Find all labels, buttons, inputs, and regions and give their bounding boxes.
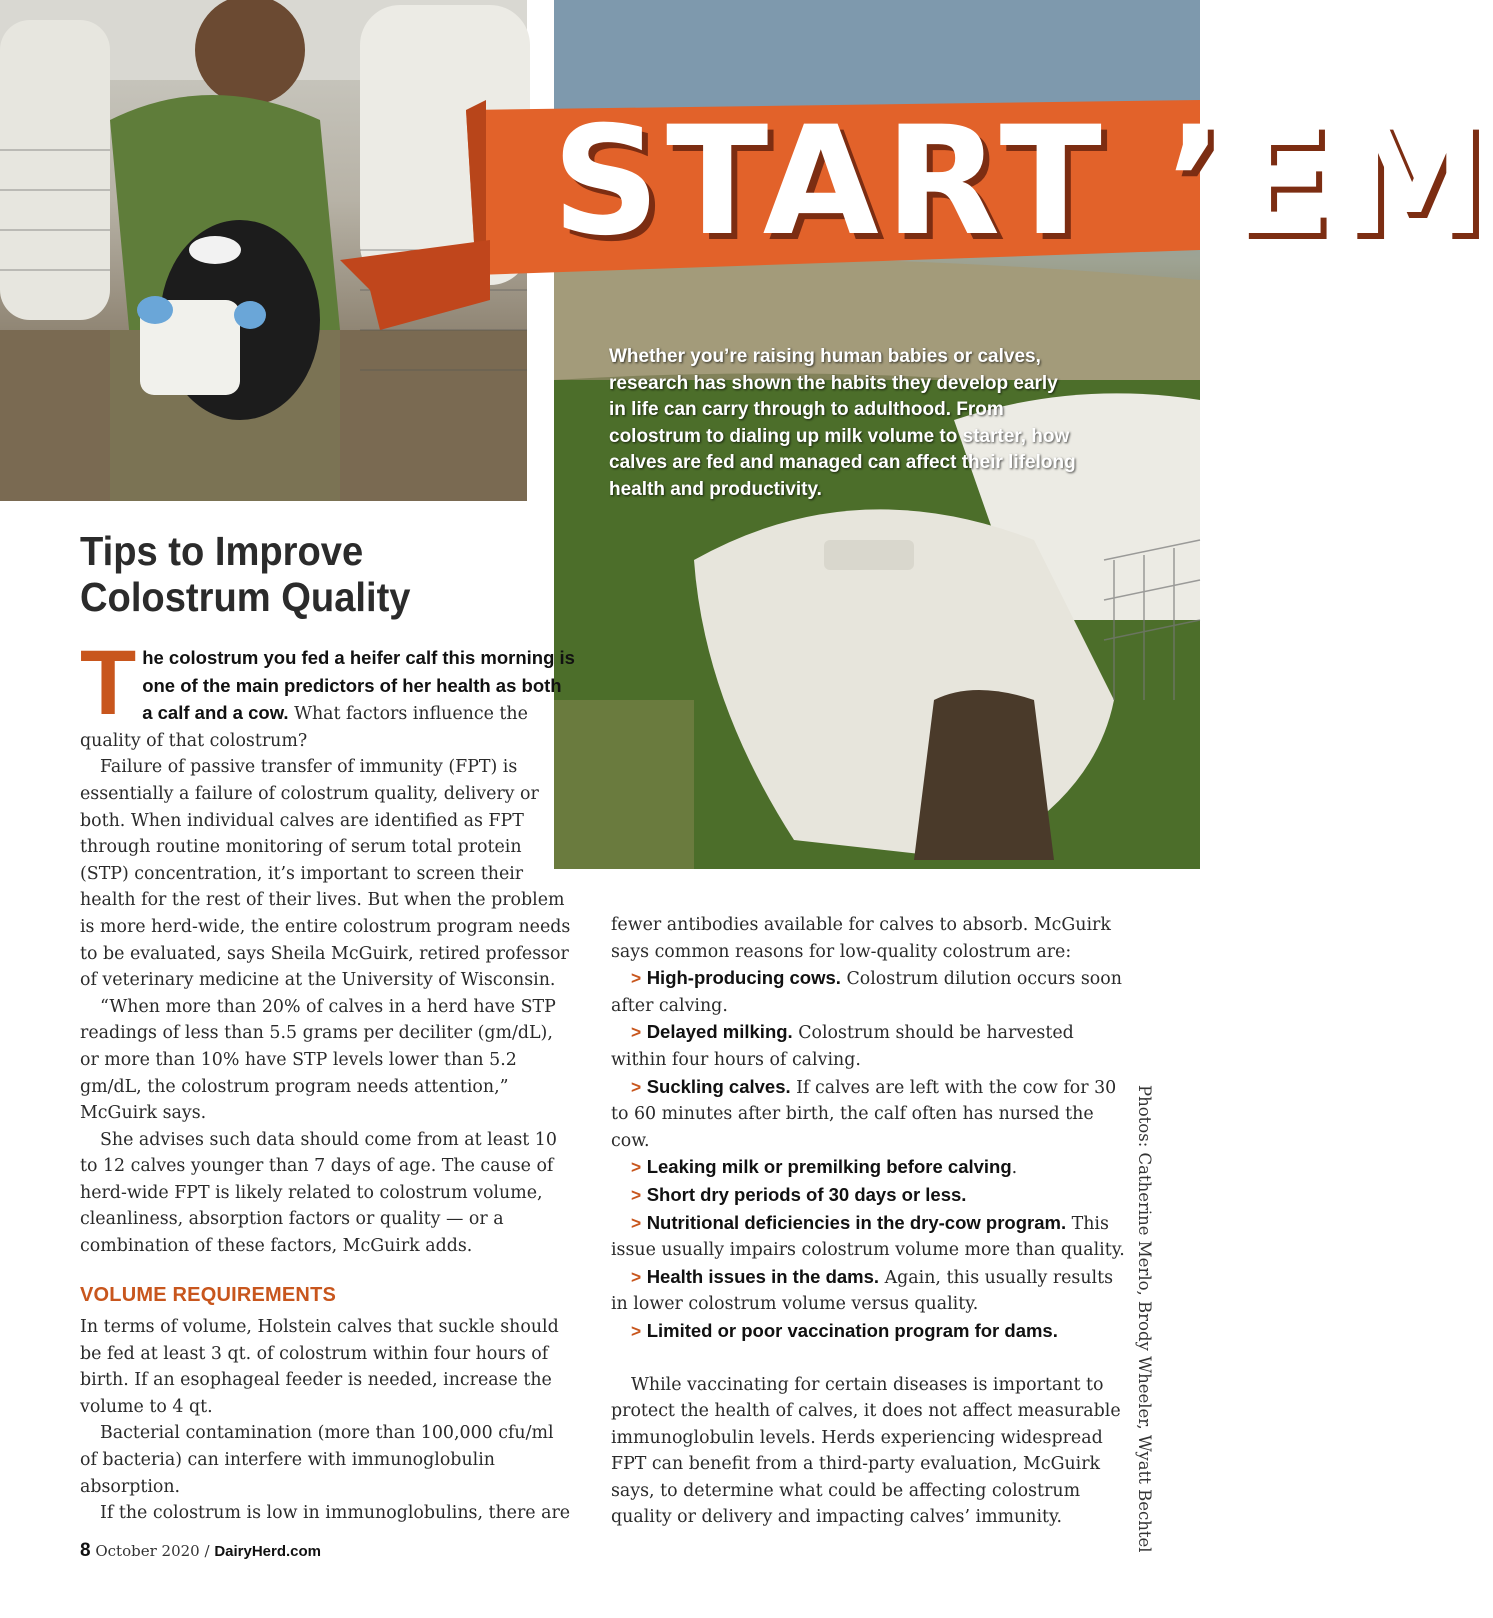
- article-column-left-volume: [80, 1314, 575, 1527]
- bullet-label: Leaking milk or premilking before calving: [646, 1156, 1012, 1178]
- list-item: [611, 965, 1131, 1019]
- article-lead-bold: he colostrum you fed a heifer calf this morning is one of the main predictors of her health as both a calf and a cow.: [142, 647, 575, 724]
- article-lead-rest: What factors influence the quality of that colostrum?: [80, 704, 528, 751]
- list-item: [611, 1182, 1131, 1210]
- bullet-arrow-icon: >: [631, 1266, 642, 1287]
- bullet-text: .: [1011, 1158, 1018, 1179]
- bullet-label: High-producing cows.: [646, 967, 841, 989]
- bullet-text: Again, this usually results in lower colostrum volume versus quality.: [611, 1267, 1114, 1315]
- intro-text: Whether you’re raising human babies or calves, research has shown the habits they develop early in life can carry through to adulthood. From colostrum to dialing up milk volume to starter, how calves are fed and managed can affect their lifelong health and productivity.: [609, 346, 1076, 500]
- bullet-arrow-icon: >: [631, 1157, 642, 1178]
- banner-ribbon-tail: [340, 240, 490, 330]
- bullet-arrow-icon: >: [631, 1022, 642, 1043]
- article-paragraph: Bacterial contamination (more than 100,000 cfu/ml of bacteria) can interfere with immunoglobulin absorption.: [80, 1423, 554, 1497]
- bullet-arrow-icon: >: [631, 1212, 642, 1233]
- bullet-text: If calves are left with the cow for 30 to 60 minutes after birth, the calf often has nursed the cow.: [611, 1077, 1117, 1151]
- section-heading: VOLUME REQUIREMENTS: [80, 1284, 337, 1306]
- spacer: [611, 1346, 1131, 1372]
- drop-cap: T: [80, 632, 137, 734]
- article-paragraph: If the colostrum is low in immunoglobulins, there are: [100, 1503, 571, 1524]
- bullet-arrow-icon: >: [631, 1184, 642, 1205]
- article-paragraph: “When more than 20% of calves in a herd have STP readings of less than 5.5 grams per deciliter (gm/dL), or more than 10% have STP levels lower than 5.2 gm/dL, the colostrum program needs attention,” McGuirk says.: [80, 996, 556, 1124]
- article-paragraph: In terms of volume, Holstein calves that suckle should be fed at least 3 qt. of colostrum within four hours of birth. If an esophageal feeder is needed, increase the volume to 4 qt.: [80, 1317, 559, 1417]
- site-link[interactable]: DairyHerd.com: [214, 1543, 322, 1560]
- photo-credit: Photos: Catherine Merlo, Brody Wheeler, Wyatt Bechtel: [1135, 1085, 1154, 1553]
- bullet-arrow-icon: >: [631, 968, 642, 989]
- list-item: [611, 1074, 1131, 1155]
- bullet-label: Delayed milking.: [646, 1021, 793, 1043]
- list-item: [611, 1318, 1131, 1346]
- article-column-right: [611, 912, 1131, 1531]
- bullet-label: Limited or poor vaccination program for dams.: [646, 1319, 1058, 1341]
- list-item: [611, 1264, 1131, 1318]
- bullet-label: Nutritional deficiencies in the dry-cow program.: [646, 1211, 1067, 1233]
- list-item: [611, 1154, 1131, 1182]
- bullet-arrow-icon: >: [631, 1320, 642, 1341]
- page-number: 8: [80, 1540, 91, 1561]
- article-paragraph: While vaccinating for certain diseases is important to protect the health of calves, it does not affect measurable immunoglobulin levels. Herds experiencing widespread FPT can benefit from a third-party evaluation, McGuirk says, to determine what could be affecting colostrum quality or delivery and impacting calves’ immunity.: [611, 1374, 1121, 1528]
- bullet-text: This issue usually impairs colostrum volume more than quality.: [611, 1213, 1125, 1261]
- bullet-label: Suckling calves.: [646, 1075, 791, 1097]
- bullet-text: Colostrum should be harvested within four hours of calving.: [611, 1023, 1074, 1070]
- article-headline: Tips to Improve Colostrum Quality: [80, 528, 411, 620]
- article-paragraph: Failure of passive transfer of immunity (FPT) is essentially a failure of colostrum quality, delivery or both. When individual calves are identified as FPT through routine monitoring of serum total protein (STP) concentration, it’s important to screen their health for the rest of their lives. But when the problem is more herd-wide, the entire colostrum program needs to be evaluated, says Sheila McGuirk, retired professor of veterinary medicine at the University of Wisconsin.: [80, 757, 571, 991]
- bullet-label: Health issues in the dams.: [646, 1265, 880, 1287]
- bullet-arrow-icon: >: [631, 1076, 642, 1097]
- article-paragraph: She advises such data should come from at least 10 to 12 calves younger than 7 days of age. The cause of herd-wide FPT is likely related to colostrum volume, cleanliness, absorption factors or quality — or a combination of these factors, McGuirk adds.: [80, 1129, 557, 1257]
- article-column-left: [80, 632, 575, 1260]
- article-paragraph: fewer antibodies available for calves to absorb. McGuirk says common reasons for low-quality colostrum are:: [611, 915, 1111, 962]
- issue-date: October 2020 /: [95, 1542, 210, 1560]
- bullet-text: Colostrum dilution occurs soon after calving.: [611, 969, 1122, 1016]
- banner-title: START ’EM: [552, 95, 1493, 269]
- list-item: [611, 1019, 1131, 1073]
- list-item: [611, 1210, 1131, 1264]
- page-footer: [80, 1540, 321, 1562]
- bullet-label: Short dry periods of 30 days or less.: [646, 1183, 967, 1205]
